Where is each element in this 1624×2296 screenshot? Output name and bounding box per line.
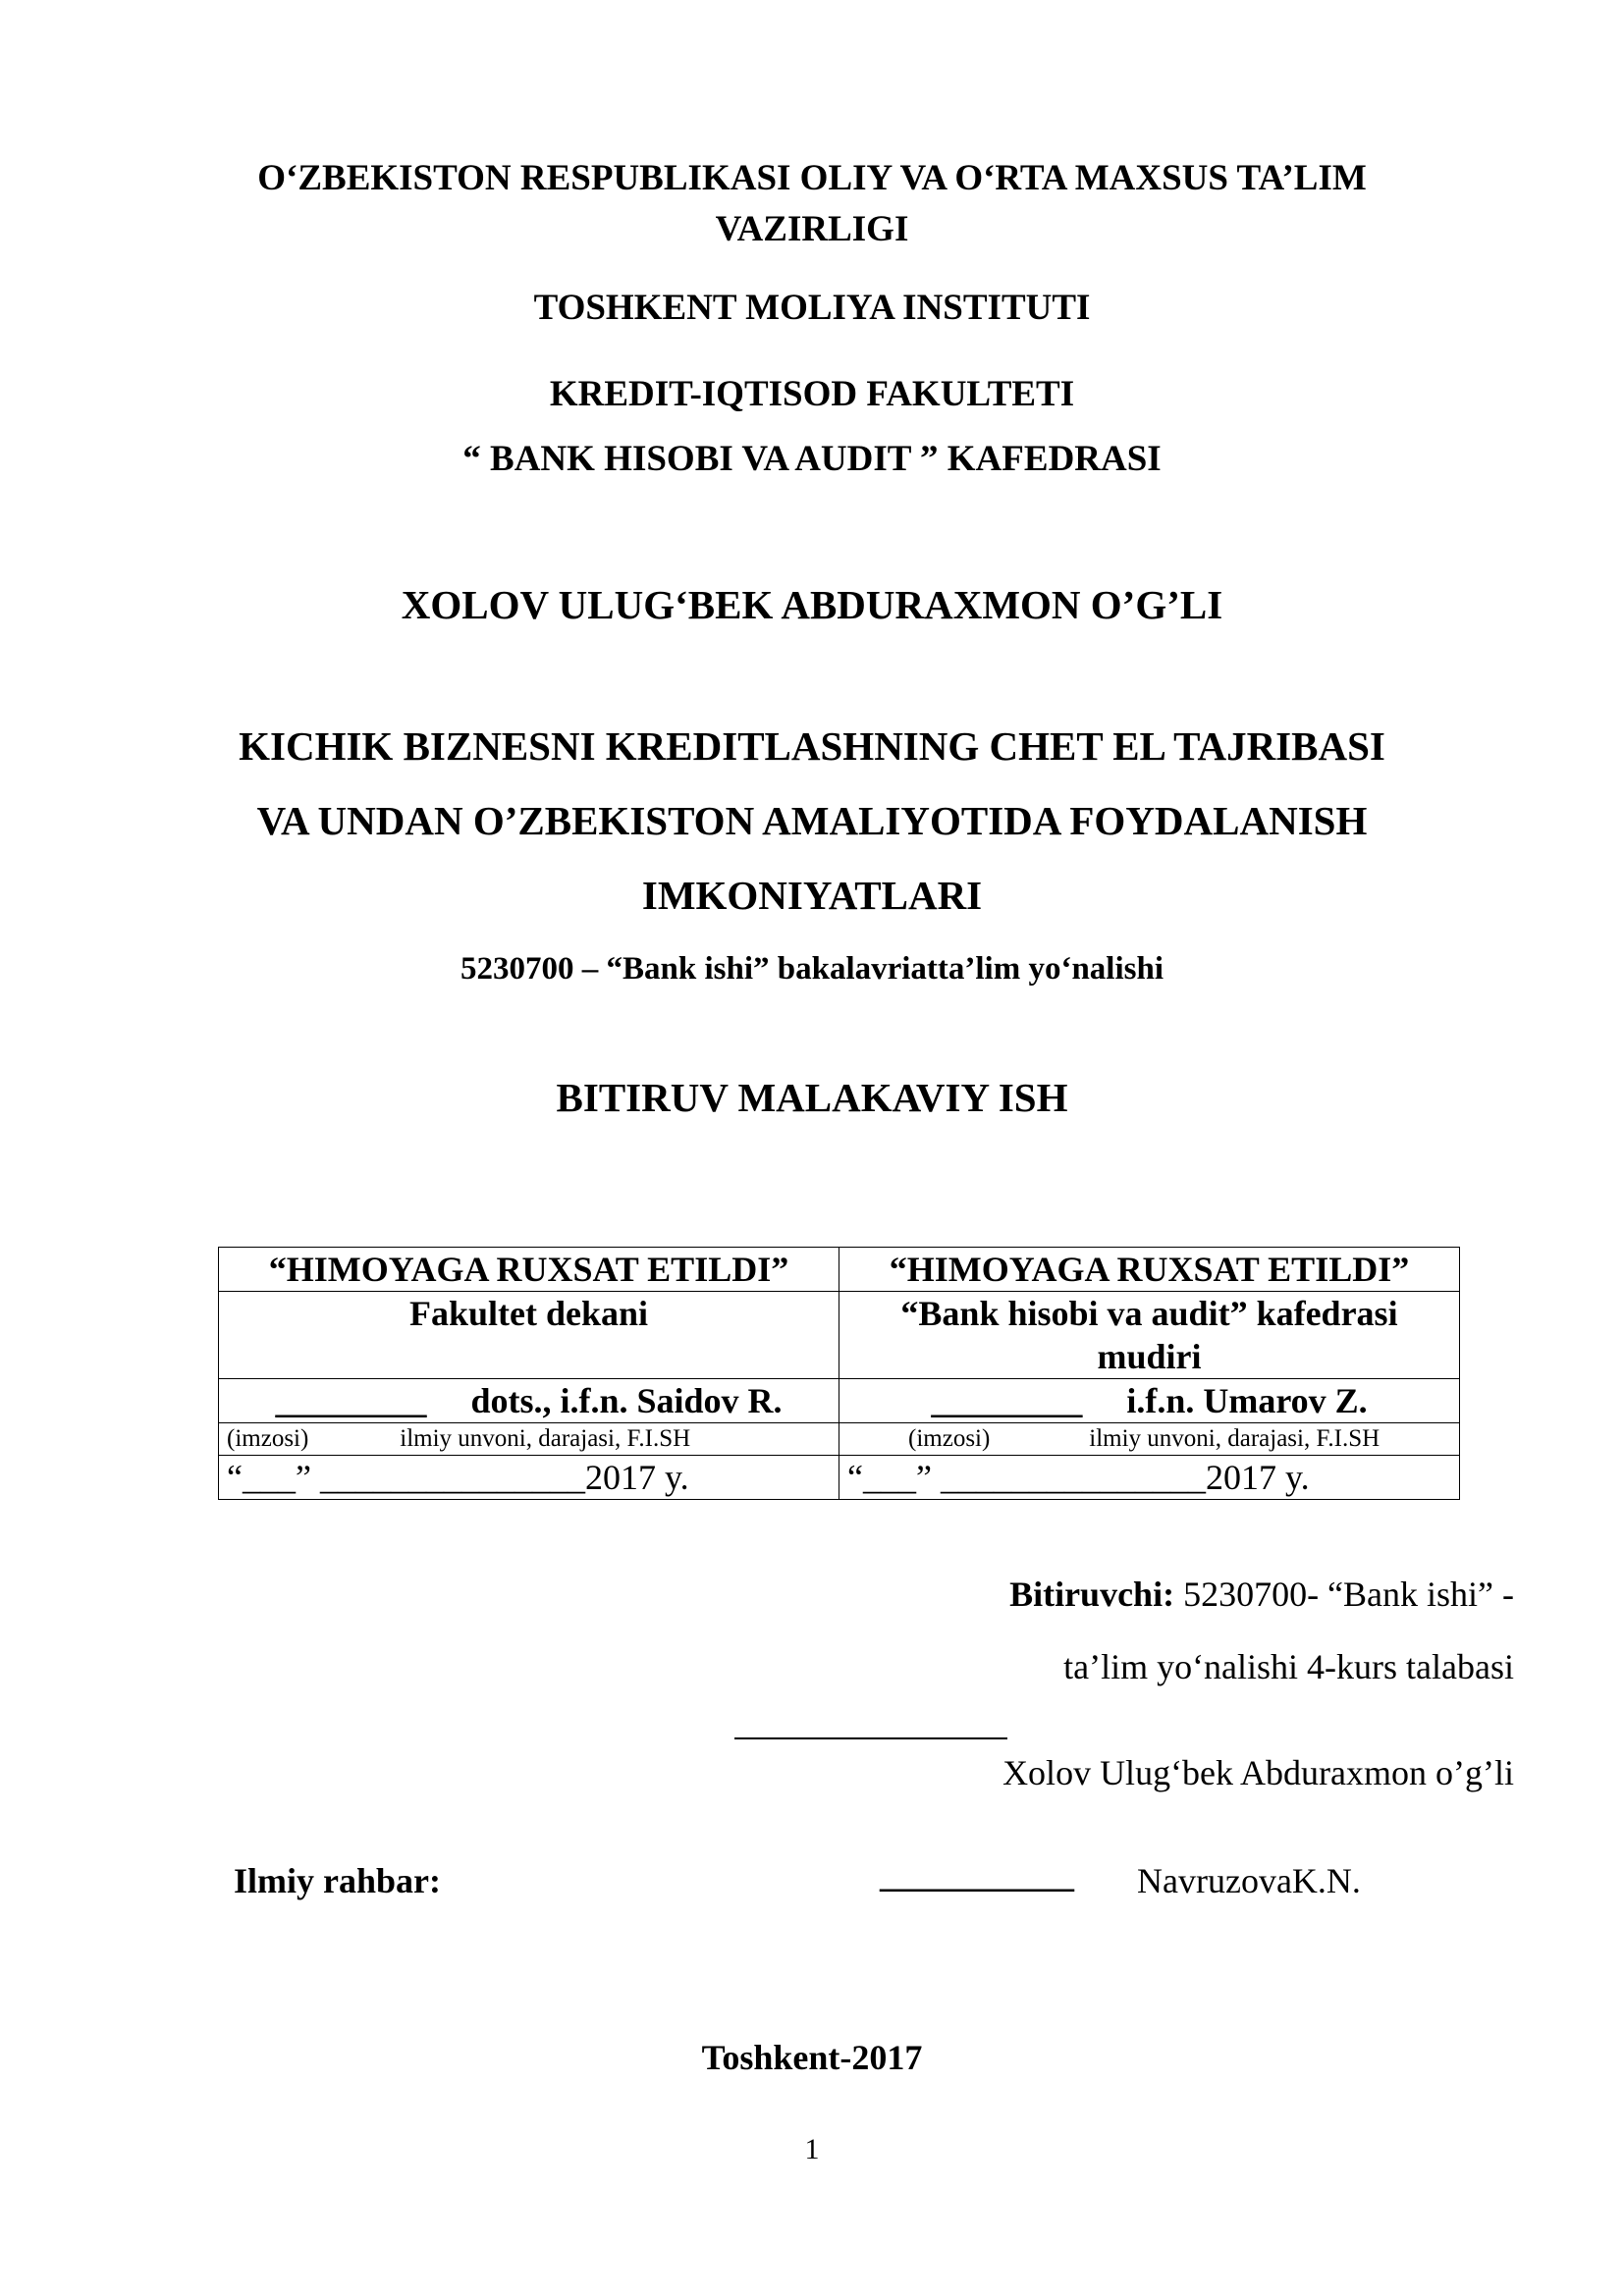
approval-heading-right: “HIMOYAGA RUXSAT ETILDI” <box>839 1248 1460 1292</box>
dean-signature-caption <box>219 1423 839 1456</box>
ministry-title-line1: O‘ZBEKISTON RESPUBLIKASI OLIY VA O‘RTA MAXSUS TA’LIM <box>257 158 1367 198</box>
institute-name: TOSHKENT MOLIYA INSTITUTI <box>533 288 1091 328</box>
head-date: “___” _______________2017 y. <box>839 1456 1460 1500</box>
head-position <box>839 1292 1460 1379</box>
head-name: i.f.n. Umarov Z. <box>1126 1381 1368 1420</box>
faculty-name: KREDIT-IQTISOD FAKULTETI <box>549 374 1075 414</box>
graduate-line1 <box>1009 1571 1514 1618</box>
dean-signature-cell <box>219 1379 839 1423</box>
advisor-label: Ilmiy rahbar: <box>234 1861 441 1900</box>
city-year: Toshkent-2017 <box>701 2038 923 2077</box>
author-name: XOLOV ULUG‘BEK ABDURAXMON O’G’LI <box>401 582 1223 627</box>
graduate-line2: ta’lim yo‘nalishi 4-kurs talabasi <box>1063 1647 1514 1686</box>
work-type: BITIRUV MALAKAVIY ISH <box>556 1075 1068 1120</box>
page-number: 1 <box>804 2133 820 2165</box>
dean-date: “___” _______________2017 y. <box>219 1456 839 1500</box>
graduate-direction: 5230700- “Bank ishi” - <box>1174 1575 1514 1614</box>
approval-table <box>218 1247 1460 1500</box>
department-name: “ BANK HISOBI VA AUDIT ” KAFEDRASI <box>462 439 1162 479</box>
head-signature-caption <box>839 1423 1460 1456</box>
head-signature-cell <box>839 1379 1460 1423</box>
graduate-name: Xolov Ulug‘bek Abduraxmon o’g’li <box>1002 1753 1514 1792</box>
dean-title-label: ilmiy unvoni, darajasi, F.I.SH <box>400 1425 691 1452</box>
dean-position-label: Fakultet dekani <box>408 1294 649 1333</box>
dean-position <box>219 1292 839 1379</box>
advisor-signature-blank: ___________ <box>880 1855 1074 1895</box>
dean-signature-blank: _________ <box>275 1381 426 1420</box>
advisor-name: NavruzovaK.N. <box>1137 1861 1361 1900</box>
head-position-line1: “Bank hisobi va audit” kafedrasi <box>900 1294 1398 1333</box>
graduate-signature-line <box>734 1737 1007 1739</box>
dean-name: dots., i.f.n. Saidov R. <box>470 1381 783 1420</box>
ministry-title-line2: VAZIRLIGI <box>715 209 909 249</box>
thesis-title-line1: KICHIK BIZNESNI KREDITLASHNING CHET EL TAJRIBASI <box>239 723 1385 769</box>
thesis-title-line2: VA UNDAN O’ZBEKISTON AMALIYOTIDA FOYDALANISH <box>256 798 1368 843</box>
study-direction: 5230700 – “Bank ishi” bakalavriatta’lim yo‘nalishi <box>460 951 1164 987</box>
dean-sign-label: (imzosi) <box>227 1425 309 1452</box>
head-position-line2: mudiri <box>1097 1337 1202 1376</box>
graduate-label: Bitiruvchi: <box>1009 1575 1175 1614</box>
thesis-title-line3: IMKONIYATLARI <box>641 873 983 918</box>
approval-heading-left: “HIMOYAGA RUXSAT ETILDI” <box>219 1248 839 1292</box>
head-sign-label: (imzosi) <box>908 1425 991 1452</box>
head-signature-blank: _________ <box>931 1381 1082 1420</box>
head-title-label: ilmiy unvoni, darajasi, F.I.SH <box>1089 1425 1380 1452</box>
